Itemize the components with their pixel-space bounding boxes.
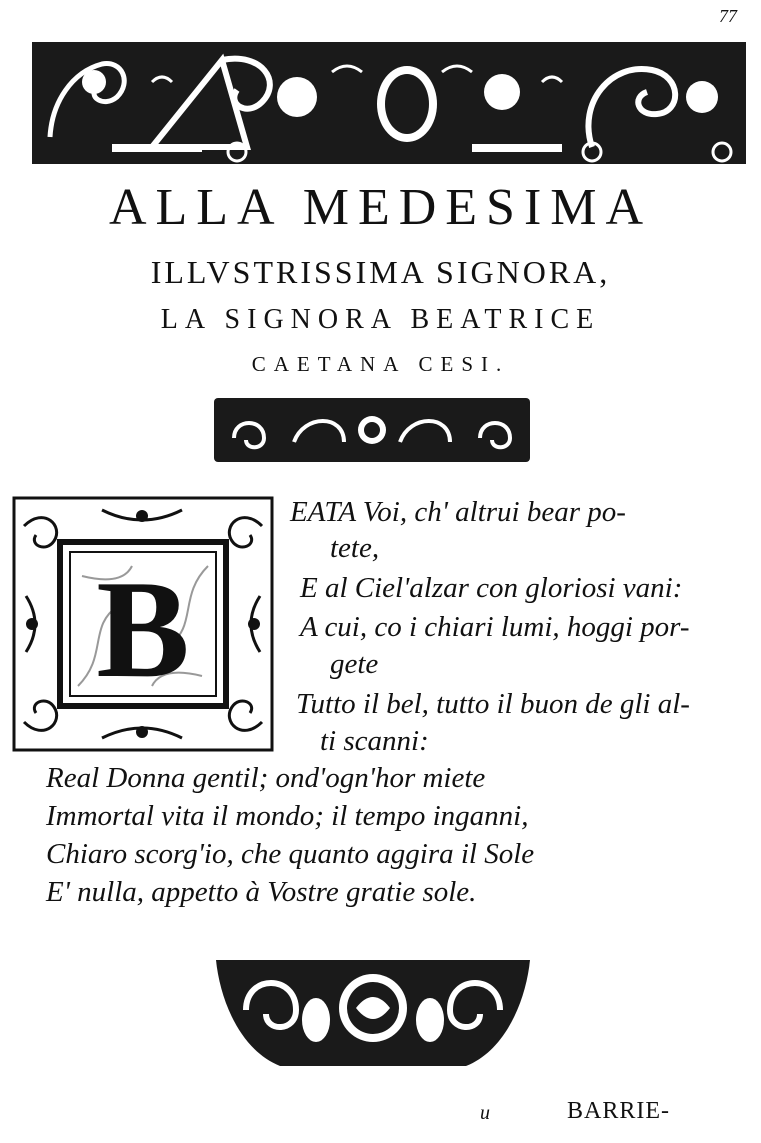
- heading-line-4: CAETANA CESI.: [251, 352, 510, 376]
- heading-line-2: ILLVSTRISSIMA SIGNORA,: [150, 254, 611, 290]
- verse-line-1: EATA Voi, ch' altrui bear po-: [290, 496, 626, 528]
- woodcut-tailpiece: [206, 940, 540, 1070]
- verse-line-5: gete: [330, 648, 379, 680]
- verse-line-7: ti scanni:: [320, 725, 429, 757]
- verse-line-6: Tutto il bel, tutto il buon de gli al-: [296, 688, 690, 720]
- verse-line-10: Chiaro scorg'io, che quanto aggira il Sole: [46, 838, 535, 870]
- verse-line-9: Immortal vita il mondo; il tempo inganni,: [46, 800, 529, 832]
- initial-letter: B: [96, 552, 190, 707]
- catchword: BARRIE-: [567, 1098, 670, 1124]
- heading-line-3: LA SIGNORA BEATRICE: [160, 304, 601, 335]
- ornament-band: [214, 398, 530, 462]
- verse-line-3: E al Ciel'alzar con gloriosi vani:: [300, 572, 683, 604]
- verse-line-2: tete,: [330, 532, 380, 564]
- signature-mark: u: [480, 1102, 490, 1124]
- verse-line-4: A cui, co i chiari lumi, hoggi por-: [300, 611, 690, 643]
- decorated-initial: [12, 496, 274, 752]
- verse-line-11: E' nulla, appetto à Vostre gratie sole.: [46, 876, 477, 908]
- verse-line-8: Real Donna gentil; ond'ogn'hor miete: [46, 762, 486, 794]
- page-number: 77: [719, 6, 737, 26]
- woodcut-headpiece: [32, 42, 746, 164]
- heading-line-1: ALLA MEDESIMA: [108, 179, 653, 236]
